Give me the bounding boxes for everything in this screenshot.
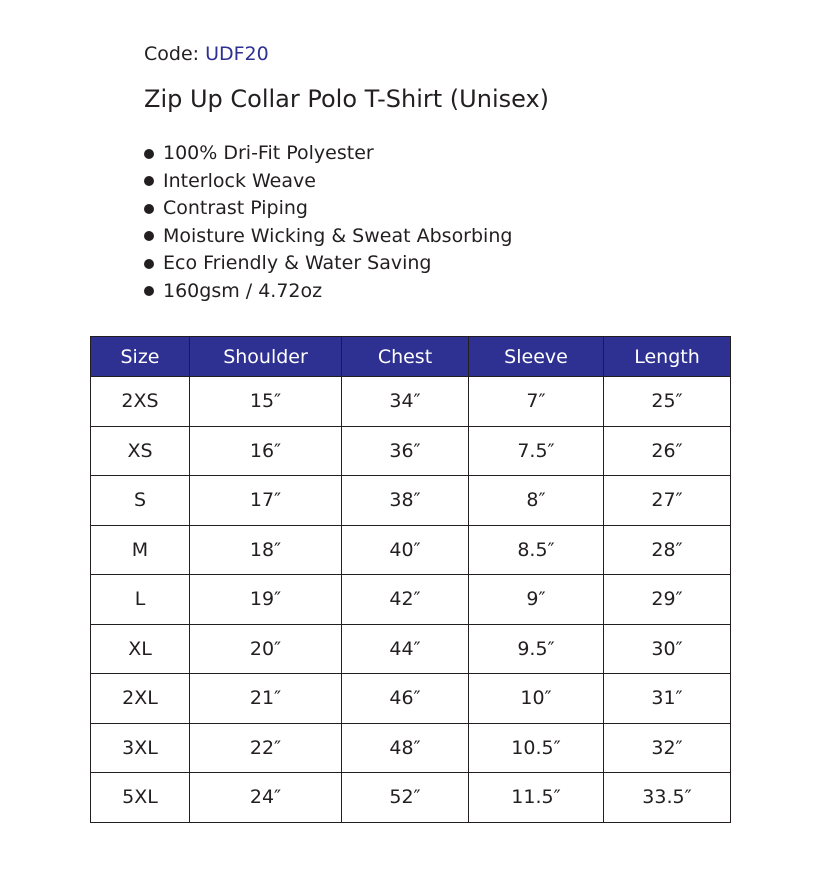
cell-sleeve: 11.5″ <box>469 773 604 823</box>
cell-shoulder: 20″ <box>190 624 342 674</box>
bullet-icon <box>144 259 154 269</box>
feature-text: Contrast Piping <box>163 197 308 219</box>
cell-sleeve: 7.5″ <box>469 426 604 476</box>
feature-list <box>144 140 512 305</box>
cell-chest: 44″ <box>342 624 469 674</box>
table-row <box>91 575 731 625</box>
cell-size: 3XL <box>91 723 190 773</box>
cell-chest: 34″ <box>342 377 469 427</box>
cell-sleeve: 7″ <box>469 377 604 427</box>
cell-shoulder: 18″ <box>190 525 342 575</box>
bullet-icon <box>144 176 154 186</box>
product-code <box>144 42 269 66</box>
cell-sleeve: 9.5″ <box>469 624 604 674</box>
cell-size: 2XL <box>91 674 190 724</box>
cell-length: 26″ <box>604 426 731 476</box>
cell-chest: 36″ <box>342 426 469 476</box>
feature-text: Moisture Wicking & Sweat Absorbing <box>163 224 513 247</box>
cell-size: M <box>91 525 190 575</box>
table-row <box>91 624 731 674</box>
column-header-shoulder: Shoulder <box>190 337 342 377</box>
cell-size: 5XL <box>91 773 190 823</box>
cell-sleeve: 9″ <box>469 575 604 625</box>
cell-length: 28″ <box>604 525 731 575</box>
cell-shoulder: 16″ <box>190 426 342 476</box>
cell-shoulder: 19″ <box>190 575 342 625</box>
bullet-icon <box>144 231 154 241</box>
feature-item <box>144 168 512 196</box>
feature-item <box>144 140 512 168</box>
product-code-label: Code: <box>144 43 206 65</box>
cell-chest: 42″ <box>342 575 469 625</box>
column-header-sleeve: Sleeve <box>469 337 604 377</box>
cell-length: 25″ <box>604 377 731 427</box>
cell-length: 30″ <box>604 624 731 674</box>
column-header-chest: Chest <box>342 337 469 377</box>
feature-item <box>144 278 512 306</box>
table-row <box>91 723 731 773</box>
product-title: Zip Up Collar Polo T-Shirt (Unisex) <box>144 85 550 113</box>
cell-length: 27″ <box>604 476 731 526</box>
table-row <box>91 476 731 526</box>
cell-shoulder: 24″ <box>190 773 342 823</box>
cell-length: 31″ <box>604 674 731 724</box>
cell-sleeve: 8.5″ <box>469 525 604 575</box>
bullet-icon <box>144 204 154 214</box>
cell-length: 32″ <box>604 723 731 773</box>
column-header-length: Length <box>604 337 731 377</box>
cell-chest: 48″ <box>342 723 469 773</box>
table-row <box>91 426 731 476</box>
bullet-icon <box>144 149 154 159</box>
feature-text: Eco Friendly & Water Saving <box>163 252 432 274</box>
product-code-value: UDF20 <box>205 43 269 65</box>
cell-length: 29″ <box>604 575 731 625</box>
table-row <box>91 773 731 823</box>
feature-text: Interlock Weave <box>163 169 316 192</box>
cell-size: XS <box>91 426 190 476</box>
table-row <box>91 525 731 575</box>
table-row <box>91 674 731 724</box>
cell-size: XL <box>91 624 190 674</box>
cell-size: 2XS <box>91 377 190 427</box>
cell-chest: 40″ <box>342 525 469 575</box>
cell-sleeve: 10″ <box>469 674 604 724</box>
column-header-size: Size <box>91 337 190 377</box>
feature-item <box>144 195 512 223</box>
cell-length: 33.5″ <box>604 773 731 823</box>
cell-size: S <box>91 476 190 526</box>
cell-chest: 46″ <box>342 674 469 724</box>
size-chart-table <box>90 336 731 823</box>
feature-text: 160gsm / 4.72oz <box>163 279 323 302</box>
cell-shoulder: 17″ <box>190 476 342 526</box>
cell-shoulder: 15″ <box>190 377 342 427</box>
cell-shoulder: 21″ <box>190 674 342 724</box>
cell-chest: 38″ <box>342 476 469 526</box>
table-header-row <box>91 337 731 377</box>
feature-item <box>144 223 512 251</box>
cell-sleeve: 8″ <box>469 476 604 526</box>
bullet-icon <box>144 286 154 296</box>
table-row <box>91 377 731 427</box>
cell-size: L <box>91 575 190 625</box>
cell-shoulder: 22″ <box>190 723 342 773</box>
cell-sleeve: 10.5″ <box>469 723 604 773</box>
feature-text: 100% Dri-Fit Polyester <box>163 142 374 164</box>
feature-item <box>144 250 512 278</box>
cell-chest: 52″ <box>342 773 469 823</box>
